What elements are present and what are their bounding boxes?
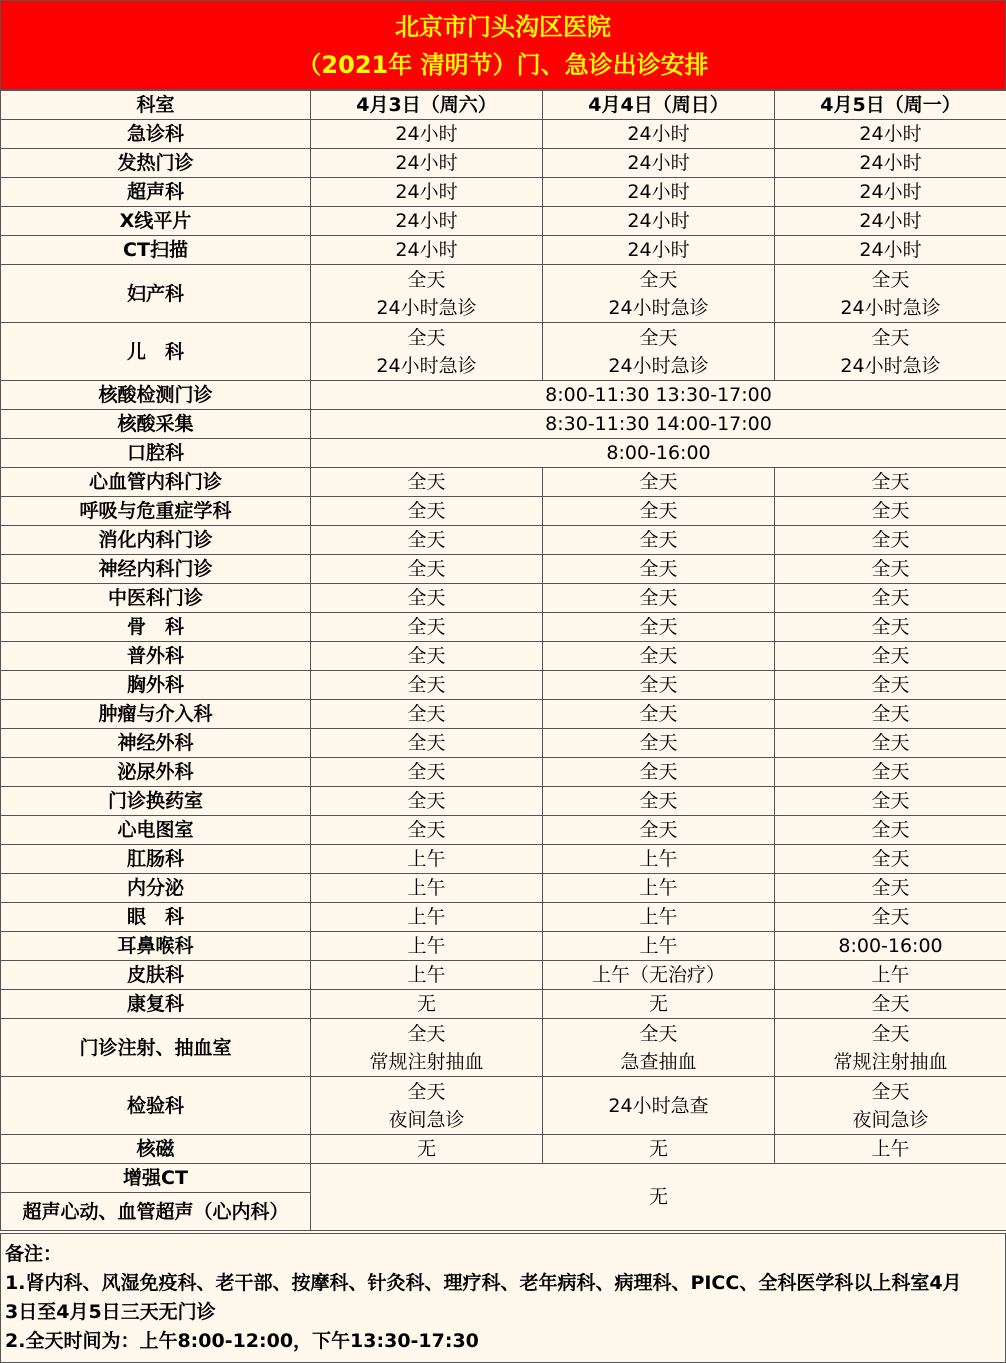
notes-line-2: 3日至4月5日三天无门诊 <box>5 1301 216 1323</box>
table-row <box>1 555 1006 584</box>
table-row <box>1 671 1006 700</box>
schedule-cell: 上午 <box>543 874 775 903</box>
schedule-cell-merged: 8:00-16:00 <box>311 439 1006 468</box>
schedule-cell-line: 全天 <box>407 1022 446 1045</box>
schedule-cell: 全天 <box>311 584 543 613</box>
table-row <box>1 642 1006 671</box>
department-name: 皮肤科 <box>1 961 311 990</box>
schedule-cell <box>311 1019 543 1077</box>
schedule-cell: 全天 <box>311 468 543 497</box>
schedule-cell: 无 <box>543 1135 775 1164</box>
schedule-cell: 24小时 <box>543 236 775 265</box>
schedule-cell: 上午 <box>311 903 543 932</box>
schedule-cell: 24小时 <box>775 207 1006 236</box>
schedule-cell: 24小时 <box>311 207 543 236</box>
department-name: 增强CT <box>1 1164 311 1193</box>
header-date-3: 4月5日（周一） <box>775 91 1006 120</box>
schedule-cell-line: 全天 <box>871 1022 910 1045</box>
department-name: 消化内科门诊 <box>1 526 311 555</box>
table-row <box>1 265 1006 323</box>
schedule-cell: 全天 <box>543 584 775 613</box>
table-row <box>1 1019 1006 1077</box>
schedule-cell: 全天 <box>775 526 1006 555</box>
schedule-cell: 全天 <box>311 816 543 845</box>
department-name: 眼 科 <box>1 903 311 932</box>
schedule-cell: 全天 <box>311 671 543 700</box>
notes-section <box>0 1233 1006 1363</box>
schedule-cell: 上午 <box>543 932 775 961</box>
table-row <box>1 439 1006 468</box>
schedule-cell-line: 急查抽血 <box>620 1050 697 1073</box>
department-name: 泌尿外科 <box>1 758 311 787</box>
schedule-cell: 上午 <box>543 903 775 932</box>
schedule-cell-line: 夜间急诊 <box>388 1108 465 1131</box>
schedule-cell: 上午 <box>311 961 543 990</box>
schedule-cell: 24小时 <box>543 178 775 207</box>
schedule-cell: 上午 <box>775 1135 1006 1164</box>
department-name: CT扫描 <box>1 236 311 265</box>
department-name: 核酸检测门诊 <box>1 381 311 410</box>
schedule-cell: 24小时 <box>311 120 543 149</box>
schedule-cell: 全天 <box>775 990 1006 1019</box>
table-row <box>1 787 1006 816</box>
table-row <box>1 236 1006 265</box>
schedule-cell: 8:00-16:00 <box>775 932 1006 961</box>
schedule-cell <box>543 1019 775 1077</box>
department-name: 急诊科 <box>1 120 311 149</box>
schedule-cell: 上午（无治疗） <box>543 961 775 990</box>
schedule-cell: 全天 <box>775 497 1006 526</box>
table-row <box>1 1077 1006 1135</box>
schedule-cell: 全天 <box>775 555 1006 584</box>
header-date-2: 4月4日（周日） <box>543 91 775 120</box>
department-name: 超声心动、血管超声（心内科） <box>1 1193 311 1231</box>
schedule-cell: 24小时 <box>775 236 1006 265</box>
table-row <box>1 932 1006 961</box>
department-name: X线平片 <box>1 207 311 236</box>
table-row <box>1 1164 1006 1193</box>
schedule-cell: 24小时 <box>543 207 775 236</box>
schedule-cell: 上午 <box>311 845 543 874</box>
schedule-cell: 24小时 <box>775 178 1006 207</box>
department-name: 肿瘤与介入科 <box>1 700 311 729</box>
department-name: 妇产科 <box>1 265 311 323</box>
schedule-cell: 全天 <box>775 758 1006 787</box>
schedule-cell-line: 常规注射抽血 <box>369 1050 484 1073</box>
department-name: 内分泌 <box>1 874 311 903</box>
schedule-cell-line: 全天 <box>871 1080 910 1103</box>
schedule-cell: 无 <box>311 990 543 1019</box>
title-banner <box>0 0 1006 90</box>
table-row <box>1 468 1006 497</box>
schedule-cell: 全天 <box>775 468 1006 497</box>
schedule-cell: 上午 <box>311 932 543 961</box>
department-name: 门诊换药室 <box>1 787 311 816</box>
schedule-cell: 全天 <box>543 613 775 642</box>
table-row <box>1 1135 1006 1164</box>
department-name: 发热门诊 <box>1 149 311 178</box>
schedule-cell-line: 24小时急诊 <box>840 296 941 319</box>
department-name: 核磁 <box>1 1135 311 1164</box>
schedule-cell: 24小时急查 <box>543 1077 775 1135</box>
schedule-cell-line: 24小时急诊 <box>376 296 477 319</box>
schedule-cell-line: 夜间急诊 <box>852 1108 929 1131</box>
schedule-cell: 24小时 <box>775 120 1006 149</box>
schedule-table <box>0 90 1006 1231</box>
schedule-cell: 全天 <box>543 497 775 526</box>
schedule-cell: 全天 <box>311 700 543 729</box>
schedule-cell: 全天 <box>543 526 775 555</box>
department-name: 神经外科 <box>1 729 311 758</box>
schedule-cell: 全天 <box>543 642 775 671</box>
table-row <box>1 497 1006 526</box>
schedule-cell: 24小时 <box>311 178 543 207</box>
schedule-cell-line: 全天 <box>639 268 678 291</box>
table-row <box>1 613 1006 642</box>
schedule-cell-line: 全天 <box>871 268 910 291</box>
schedule-cell-line: 全天 <box>639 326 678 349</box>
table-row <box>1 178 1006 207</box>
schedule-cell: 全天 <box>775 700 1006 729</box>
schedule-cell: 全天 <box>311 497 543 526</box>
department-name: 骨 科 <box>1 613 311 642</box>
table-row <box>1 584 1006 613</box>
department-name: 口腔科 <box>1 439 311 468</box>
schedule-cell: 全天 <box>543 700 775 729</box>
schedule-cell-line: 常规注射抽血 <box>833 1050 948 1073</box>
table-row <box>1 990 1006 1019</box>
schedule-cell: 全天 <box>543 468 775 497</box>
table-row <box>1 903 1006 932</box>
department-name: 肛肠科 <box>1 845 311 874</box>
table-row <box>1 410 1006 439</box>
schedule-cell: 全天 <box>543 729 775 758</box>
schedule-cell <box>311 1077 543 1135</box>
schedule-cell <box>775 323 1006 381</box>
table-row <box>1 323 1006 381</box>
notes-line-3: 2.全天时间为：上午8:00-12:00，下午13:30-17:30 <box>5 1330 479 1352</box>
schedule-cell: 全天 <box>543 758 775 787</box>
schedule-cell <box>775 1019 1006 1077</box>
schedule-cell: 全天 <box>775 613 1006 642</box>
department-name: 普外科 <box>1 642 311 671</box>
schedule-cell: 全天 <box>543 671 775 700</box>
schedule-cell-line: 24小时急诊 <box>376 354 477 377</box>
schedule-cell: 全天 <box>311 729 543 758</box>
table-row <box>1 816 1006 845</box>
schedule-cell: 全天 <box>775 642 1006 671</box>
schedule-cell-line: 24小时急诊 <box>608 354 709 377</box>
schedule-cell: 全天 <box>311 642 543 671</box>
table-row <box>1 961 1006 990</box>
schedule-cell: 无 <box>311 1135 543 1164</box>
schedule-cell-line: 24小时急诊 <box>840 354 941 377</box>
schedule-cell: 全天 <box>775 671 1006 700</box>
schedule-cell: 全天 <box>775 845 1006 874</box>
schedule-cell-line: 24小时急诊 <box>608 296 709 319</box>
department-name: 耳鼻喉科 <box>1 932 311 961</box>
schedule-cell: 上午 <box>311 874 543 903</box>
schedule-cell <box>775 1077 1006 1135</box>
schedule-cell-line: 全天 <box>407 268 446 291</box>
table-row <box>1 758 1006 787</box>
table-header-row <box>1 91 1006 120</box>
schedule-cell: 全天 <box>543 816 775 845</box>
header-date-1: 4月3日（周六） <box>311 91 543 120</box>
department-name: 门诊注射、抽血室 <box>1 1019 311 1077</box>
department-name: 心电图室 <box>1 816 311 845</box>
table-row <box>1 874 1006 903</box>
schedule-cell <box>543 265 775 323</box>
table-row <box>1 845 1006 874</box>
department-name: 儿 科 <box>1 323 311 381</box>
department-name: 核酸采集 <box>1 410 311 439</box>
schedule-cell <box>543 323 775 381</box>
department-name: 超声科 <box>1 178 311 207</box>
schedule-cell-line: 全天 <box>871 326 910 349</box>
table-row <box>1 729 1006 758</box>
schedule-cell: 24小时 <box>775 149 1006 178</box>
schedule-cell: 24小时 <box>543 149 775 178</box>
department-name: 中医科门诊 <box>1 584 311 613</box>
schedule-cell <box>311 323 543 381</box>
schedule-cell: 全天 <box>543 555 775 584</box>
department-name: 呼吸与危重症学科 <box>1 497 311 526</box>
schedule-cell: 24小时 <box>311 149 543 178</box>
department-name: 胸外科 <box>1 671 311 700</box>
department-name: 康复科 <box>1 990 311 1019</box>
schedule-cell: 24小时 <box>311 236 543 265</box>
schedule-cell: 上午 <box>543 845 775 874</box>
schedule-cell: 全天 <box>775 874 1006 903</box>
schedule-cell-merged: 8:30-11:30 14:00-17:00 <box>311 410 1006 439</box>
schedule-cell <box>311 265 543 323</box>
schedule-cell: 全天 <box>311 787 543 816</box>
table-row <box>1 381 1006 410</box>
schedule-cell: 24小时 <box>543 120 775 149</box>
schedule-cell-line: 全天 <box>639 1022 678 1045</box>
schedule-cell <box>775 265 1006 323</box>
schedule-title: （2021年 清明节）门、急诊出诊安排 <box>297 51 709 79</box>
schedule-cell-line: 全天 <box>407 1080 446 1103</box>
notes-label: 备注： <box>5 1243 63 1265</box>
hospital-name: 北京市门头沟区医院 <box>395 13 611 41</box>
schedule-cell: 全天 <box>775 816 1006 845</box>
schedule-cell: 全天 <box>775 584 1006 613</box>
schedule-cell: 全天 <box>311 526 543 555</box>
schedule-cell: 全天 <box>775 903 1006 932</box>
header-department: 科室 <box>1 91 311 120</box>
schedule-cell: 全天 <box>543 787 775 816</box>
schedule-cell-merged: 无 <box>311 1164 1006 1231</box>
department-name: 心血管内科门诊 <box>1 468 311 497</box>
schedule-cell: 全天 <box>775 729 1006 758</box>
notes-line-1: 1.肾内科、风湿免疫科、老干部、按摩科、针灸科、理疗科、老年病科、病理科、PICC、全科医学科以上科室4月 <box>5 1272 962 1294</box>
department-name: 神经内科门诊 <box>1 555 311 584</box>
schedule-cell: 无 <box>543 990 775 1019</box>
department-name: 检验科 <box>1 1077 311 1135</box>
table-row <box>1 207 1006 236</box>
schedule-cell-line: 全天 <box>407 326 446 349</box>
schedule-cell: 全天 <box>311 613 543 642</box>
schedule-cell: 全天 <box>311 758 543 787</box>
table-row <box>1 700 1006 729</box>
schedule-cell: 全天 <box>775 787 1006 816</box>
schedule-cell: 上午 <box>775 961 1006 990</box>
schedule-cell-merged: 8:00-11:30 13:30-17:00 <box>311 381 1006 410</box>
schedule-cell: 全天 <box>311 555 543 584</box>
table-row <box>1 120 1006 149</box>
table-row <box>1 526 1006 555</box>
table-row <box>1 149 1006 178</box>
